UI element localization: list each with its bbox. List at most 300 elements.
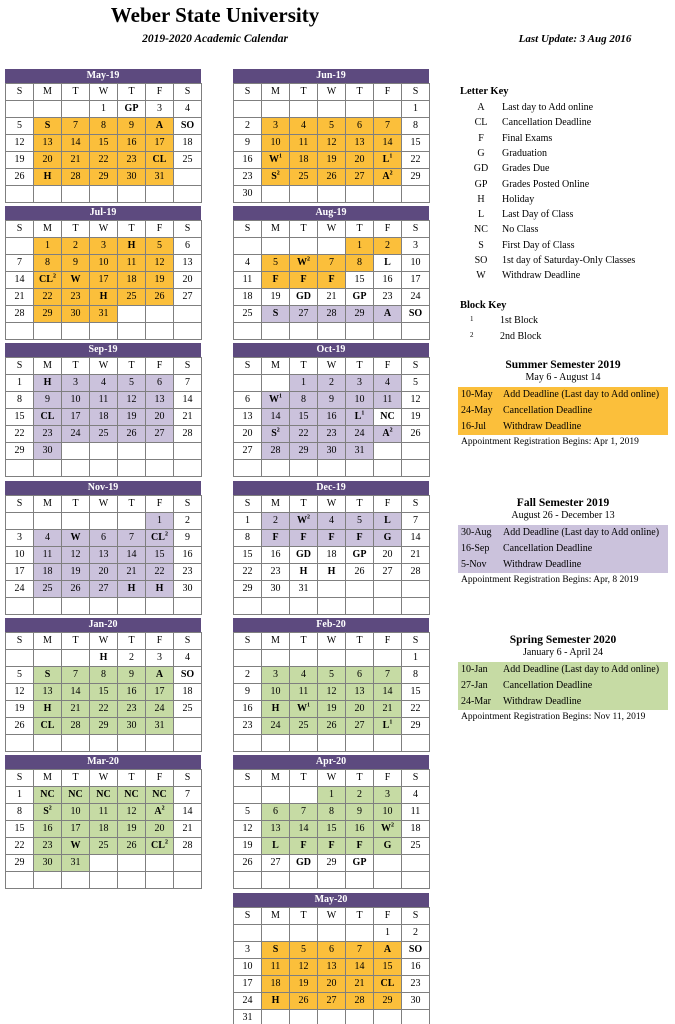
weekday-header: M [34, 84, 62, 101]
day-cell [262, 238, 290, 255]
letter-key-title: Letter Key [460, 86, 509, 97]
block-key-desc: 2nd Block [500, 331, 542, 342]
day-cell: H [118, 238, 146, 255]
day-cell: 26 [146, 289, 174, 306]
month-header: Mar-20 [5, 755, 201, 769]
day-cell [34, 101, 62, 118]
day-cell: 27 [234, 443, 262, 460]
day-cell: 11 [90, 392, 118, 409]
deadline-desc: Add Deadline (Last day to Add online) [503, 389, 660, 400]
day-cell: 31 [346, 443, 374, 460]
day-cell [234, 101, 262, 118]
day-cell: $A^2$ [374, 169, 402, 186]
day-cell: $CL^2$ [146, 530, 174, 547]
day-cell: 23 [34, 838, 62, 855]
day-cell: 9 [62, 255, 90, 272]
week-row [234, 959, 430, 976]
weekday-header: S [174, 221, 202, 238]
letter-key-code: SO [474, 255, 488, 266]
last-update: Last Update: 3 Aug 2016 [518, 33, 632, 45]
day-cell [118, 186, 146, 203]
day-cell: 15 [374, 959, 402, 976]
day-cell: 9 [118, 118, 146, 135]
day-cell: H [262, 993, 290, 1010]
day-cell: 20 [318, 976, 346, 993]
month-calendar [233, 481, 429, 615]
day-cell: 3 [402, 238, 430, 255]
day-cell: $L^1$ [374, 152, 402, 169]
day-cell [90, 460, 118, 477]
day-cell: 10 [402, 255, 430, 272]
week-row [6, 684, 202, 701]
day-cell: 19 [318, 152, 346, 169]
week-row [6, 289, 202, 306]
day-cell: 13 [34, 684, 62, 701]
day-cell: GP [118, 101, 146, 118]
day-cell: 25 [234, 306, 262, 323]
day-cell: H [34, 375, 62, 392]
week-row [6, 169, 202, 186]
deadline-date: 16-Sep [461, 543, 490, 554]
day-cell: 16 [346, 821, 374, 838]
week-row [234, 976, 430, 993]
day-cell [346, 101, 374, 118]
day-cell: 7 [62, 118, 90, 135]
deadline-desc: Withdraw Deadline [503, 559, 582, 570]
day-cell: 7 [6, 255, 34, 272]
deadline-date: 16-Jul [461, 421, 486, 432]
deadline-date: 5-Nov [461, 559, 487, 570]
day-cell [318, 872, 346, 889]
month-table [233, 769, 430, 889]
day-cell: 10 [262, 684, 290, 701]
weekday-header: F [374, 221, 402, 238]
weekday-header: T [290, 496, 318, 513]
deadline-date: 30-Aug [461, 527, 492, 538]
day-cell: 10 [374, 804, 402, 821]
day-cell: 24 [346, 426, 374, 443]
day-cell [374, 581, 402, 598]
day-cell: 4 [174, 101, 202, 118]
day-cell [146, 443, 174, 460]
letter-key-code: GP [474, 178, 488, 190]
day-cell: 1 [402, 650, 430, 667]
day-cell: 3 [234, 942, 262, 959]
week-row [234, 101, 430, 118]
weekday-header: W [90, 221, 118, 238]
week-row [6, 564, 202, 581]
weekday-header: T [118, 496, 146, 513]
day-cell: 19 [118, 409, 146, 426]
day-cell: 17 [6, 564, 34, 581]
day-cell: 1 [234, 513, 262, 530]
day-cell [62, 650, 90, 667]
day-cell: 9 [346, 804, 374, 821]
day-cell: 29 [6, 855, 34, 872]
weekday-header: S [234, 633, 262, 650]
week-row [6, 787, 202, 804]
day-cell: 15 [234, 547, 262, 564]
day-cell [34, 186, 62, 203]
weekday-header: S [402, 221, 430, 238]
day-cell [34, 513, 62, 530]
day-cell: 6 [234, 392, 262, 409]
weekday-header: M [262, 770, 290, 787]
day-cell: 29 [402, 169, 430, 186]
day-cell: 16 [34, 821, 62, 838]
month-calendar [233, 343, 429, 477]
day-cell: 11 [118, 255, 146, 272]
day-cell: 27 [146, 426, 174, 443]
day-cell: 19 [146, 272, 174, 289]
deadline-desc: Add Deadline (Last day to Add online) [503, 664, 660, 675]
weekday-header: S [174, 84, 202, 101]
day-cell: 26 [346, 564, 374, 581]
week-row [6, 530, 202, 547]
day-cell: CL [146, 152, 174, 169]
weekday-header: W [90, 496, 118, 513]
month-calendar [233, 206, 429, 340]
weekday-header: T [346, 84, 374, 101]
day-cell: 13 [34, 135, 62, 152]
deadline-date: 27-Jan [461, 680, 488, 691]
day-cell: $L^1$ [346, 409, 374, 426]
block-key-symbol: 2 [470, 331, 474, 339]
day-cell [146, 735, 174, 752]
day-cell: 13 [262, 821, 290, 838]
day-cell: 5 [234, 804, 262, 821]
letter-key-code: G [477, 147, 485, 159]
day-cell [262, 186, 290, 203]
weekday-header: F [374, 84, 402, 101]
day-cell [118, 855, 146, 872]
day-cell [290, 925, 318, 942]
day-cell: 22 [234, 564, 262, 581]
weekday-header: T [346, 908, 374, 925]
day-cell: 12 [118, 804, 146, 821]
month-header: Oct-19 [233, 343, 429, 357]
block-marker: 1 [279, 393, 282, 400]
day-cell [262, 323, 290, 340]
day-cell [174, 306, 202, 323]
day-cell: 10 [234, 959, 262, 976]
month-calendar [5, 481, 201, 615]
day-cell: 8 [90, 118, 118, 135]
day-cell: 26 [118, 426, 146, 443]
day-cell [402, 186, 430, 203]
weekday-header: M [34, 633, 62, 650]
weekday-header: F [146, 770, 174, 787]
day-cell: 31 [146, 169, 174, 186]
day-cell: 26 [118, 838, 146, 855]
block-marker: 1 [389, 153, 393, 160]
day-cell: 17 [402, 272, 430, 289]
day-cell: 22 [290, 426, 318, 443]
day-cell: 8 [402, 667, 430, 684]
weekday-header: M [262, 633, 290, 650]
day-cell [290, 872, 318, 889]
week-row [6, 186, 202, 203]
weekday-header: S [402, 84, 430, 101]
week-row [6, 238, 202, 255]
weekday-header: T [290, 770, 318, 787]
day-cell: 27 [290, 306, 318, 323]
day-cell: 15 [90, 135, 118, 152]
day-cell [146, 872, 174, 889]
day-cell: 23 [262, 564, 290, 581]
deadline-desc: Withdraw Deadline [503, 421, 582, 432]
day-cell: 8 [402, 118, 430, 135]
day-cell [146, 186, 174, 203]
block-marker: 2 [307, 514, 310, 521]
day-cell: F [318, 530, 346, 547]
day-cell: 1 [6, 787, 34, 804]
day-cell: 19 [290, 976, 318, 993]
weekday-header: W [90, 358, 118, 375]
day-cell: 8 [6, 804, 34, 821]
day-cell: 4 [290, 118, 318, 135]
week-row [234, 152, 430, 169]
day-cell: 5 [346, 513, 374, 530]
day-cell [146, 855, 174, 872]
day-cell: 8 [90, 667, 118, 684]
day-cell [174, 460, 202, 477]
week-row [234, 238, 430, 255]
day-cell: 5 [146, 238, 174, 255]
day-cell: 10 [62, 392, 90, 409]
day-cell [346, 323, 374, 340]
day-cell: 5 [402, 375, 430, 392]
month-table [5, 769, 202, 889]
day-cell: 28 [62, 169, 90, 186]
day-cell [118, 735, 146, 752]
day-cell: 9 [118, 667, 146, 684]
day-cell: 26 [6, 718, 34, 735]
month-calendar [233, 69, 429, 203]
day-cell [374, 323, 402, 340]
day-cell: CL [374, 976, 402, 993]
month-calendar [5, 755, 201, 889]
day-cell [146, 598, 174, 615]
deadline-date: 24-Mar [461, 696, 491, 707]
weekday-header: W [318, 358, 346, 375]
block-marker: 2 [164, 531, 168, 538]
day-cell [62, 872, 90, 889]
day-cell: 7 [318, 255, 346, 272]
semester-title: Fall Semester 2019 [516, 497, 610, 509]
day-cell: 30 [174, 581, 202, 598]
day-cell: 22 [34, 289, 62, 306]
day-cell: 27 [90, 581, 118, 598]
day-cell: 24 [6, 581, 34, 598]
week-row [234, 306, 430, 323]
weekday-header: F [374, 358, 402, 375]
day-cell: 23 [34, 426, 62, 443]
day-cell: F [318, 272, 346, 289]
day-cell: 24 [62, 426, 90, 443]
day-cell: 15 [402, 684, 430, 701]
day-cell: G [374, 838, 402, 855]
day-cell: 25 [402, 838, 430, 855]
day-cell: 2 [262, 513, 290, 530]
day-cell: 28 [318, 306, 346, 323]
day-cell: 11 [290, 684, 318, 701]
weekday-header: F [146, 496, 174, 513]
day-cell: 9 [34, 392, 62, 409]
semester-deadline-row [458, 419, 668, 435]
letter-key-desc: Last Day of Class [502, 209, 574, 221]
week-row [6, 135, 202, 152]
day-cell: 14 [62, 135, 90, 152]
day-cell: 18 [118, 272, 146, 289]
letter-key-desc: Final Exams [502, 132, 553, 144]
day-cell [290, 238, 318, 255]
day-cell [262, 872, 290, 889]
day-cell: 5 [290, 942, 318, 959]
day-cell: 16 [374, 272, 402, 289]
month-table [233, 907, 430, 1024]
week-row [234, 872, 430, 889]
block-marker: 1 [361, 410, 365, 417]
day-cell [290, 101, 318, 118]
day-cell: 27 [318, 993, 346, 1010]
day-cell: 19 [6, 152, 34, 169]
day-cell: 12 [6, 684, 34, 701]
week-row [234, 684, 430, 701]
day-cell: 11 [262, 959, 290, 976]
weekday-header: M [34, 358, 62, 375]
weekday-header: S [402, 496, 430, 513]
day-cell [346, 872, 374, 889]
day-cell: 14 [118, 547, 146, 564]
week-row [234, 821, 430, 838]
day-cell [90, 513, 118, 530]
day-cell [118, 306, 146, 323]
day-cell: 2 [234, 118, 262, 135]
day-cell: 7 [346, 942, 374, 959]
letter-key-desc: Cancellation Deadline [502, 117, 592, 129]
semester-deadline-row [458, 678, 668, 694]
day-cell: 29 [234, 581, 262, 598]
day-cell: F [290, 530, 318, 547]
day-cell: $S^2$ [262, 426, 290, 443]
day-cell: 17 [62, 409, 90, 426]
day-cell: 10 [346, 392, 374, 409]
day-cell: 15 [346, 272, 374, 289]
day-cell: S [262, 306, 290, 323]
day-cell: 6 [174, 238, 202, 255]
day-cell: 18 [34, 564, 62, 581]
week-row [234, 118, 430, 135]
block-key-item [470, 331, 541, 342]
day-cell [62, 460, 90, 477]
day-cell: 5 [6, 667, 34, 684]
day-cell: 23 [318, 426, 346, 443]
page-subtitle: 2019-2020 Academic Calendar [142, 33, 288, 45]
weekday-header: T [118, 358, 146, 375]
day-cell: 24 [234, 993, 262, 1010]
semester-panel [458, 497, 668, 585]
day-cell: 16 [234, 152, 262, 169]
day-cell: 17 [234, 976, 262, 993]
day-cell: F [290, 838, 318, 855]
day-cell: H [262, 701, 290, 718]
semester-dates: May 6 - August 14 [525, 372, 601, 383]
day-cell [402, 443, 430, 460]
day-cell: 5 [318, 667, 346, 684]
day-cell: SO [174, 667, 202, 684]
day-cell: S [262, 942, 290, 959]
semester-panel [458, 359, 668, 447]
day-cell [34, 323, 62, 340]
day-cell: 19 [62, 564, 90, 581]
day-cell [234, 787, 262, 804]
day-cell: 29 [34, 306, 62, 323]
day-cell [290, 787, 318, 804]
week-row [234, 942, 430, 959]
day-cell [174, 323, 202, 340]
day-cell [374, 598, 402, 615]
week-row [234, 547, 430, 564]
day-cell: 2 [174, 513, 202, 530]
day-cell [290, 650, 318, 667]
day-cell: 19 [318, 701, 346, 718]
day-cell: 4 [290, 667, 318, 684]
day-cell: 25 [34, 581, 62, 598]
day-cell: 20 [90, 564, 118, 581]
day-cell: 8 [346, 255, 374, 272]
weekday-header: W [90, 84, 118, 101]
month-calendar [233, 755, 429, 889]
day-cell: 26 [234, 855, 262, 872]
day-cell [6, 186, 34, 203]
block-key-desc: 1st Block [500, 315, 539, 326]
letter-key-code: H [477, 193, 485, 205]
weekday-header: T [118, 221, 146, 238]
day-cell [262, 101, 290, 118]
day-cell: 8 [6, 392, 34, 409]
week-row [6, 547, 202, 564]
day-cell: 18 [318, 547, 346, 564]
day-cell [318, 650, 346, 667]
day-cell [34, 460, 62, 477]
day-cell: 5 [6, 118, 34, 135]
day-cell: 23 [62, 289, 90, 306]
day-cell: A [146, 667, 174, 684]
day-cell [374, 1010, 402, 1024]
registration-note: Appointment Registration Begins: Nov 11, 2019 [461, 712, 646, 722]
day-cell: 15 [6, 821, 34, 838]
day-cell: 15 [318, 821, 346, 838]
day-cell: 23 [118, 701, 146, 718]
day-cell: 13 [146, 392, 174, 409]
day-cell: 18 [174, 684, 202, 701]
day-cell [174, 855, 202, 872]
day-cell: 4 [34, 530, 62, 547]
letter-key-code: CL [474, 117, 488, 129]
day-cell: 5 [118, 375, 146, 392]
week-row [234, 787, 430, 804]
month-calendar [5, 343, 201, 477]
day-cell: 15 [402, 135, 430, 152]
day-cell: 4 [174, 650, 202, 667]
day-cell: 19 [402, 409, 430, 426]
day-cell: 19 [118, 821, 146, 838]
week-row [6, 718, 202, 735]
day-cell: 28 [346, 993, 374, 1010]
month-header: Aug-19 [233, 206, 429, 220]
day-cell: SO [402, 306, 430, 323]
